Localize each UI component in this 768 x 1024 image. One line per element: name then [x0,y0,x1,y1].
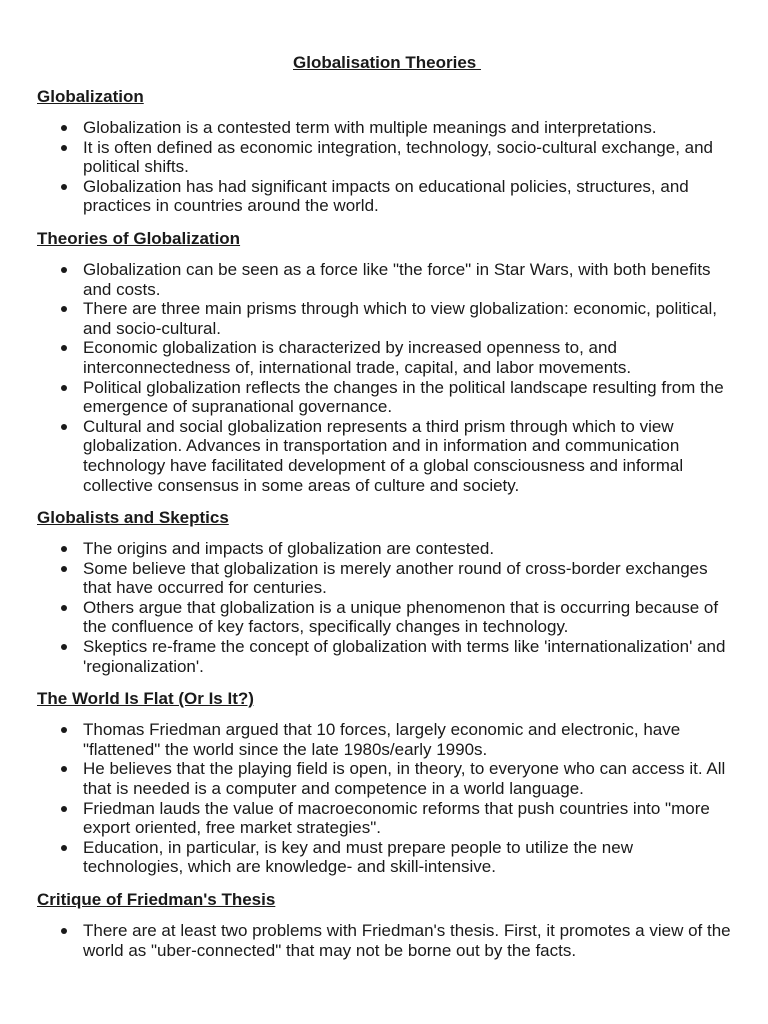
bullet-item: He believes that the playing field is open, in theory, to everyone who can access it. All that is needed is a computer and competence in a world language. [37,759,737,798]
bullet-item: There are at least two problems with Friedman's thesis. First, it promotes a view of the world as "uber-connected" that may not be borne out by the facts. [37,921,737,960]
section-heading: Theories of Globalization [37,228,241,248]
bullet-item: Cultural and social globalization represents a third prism through which to view globalization. Advances in transportation and in information and communication technology have facilitated development of a global consciousness and informal collective consensus in some areas of culture and society. [37,417,737,495]
bullet-item: Economic globalization is characterized by increased openness to, and interconnectedness of, international trade, capital, and labor movements. [37,338,737,377]
bullet-item: Globalization can be seen as a force like "the force" in Star Wars, with both benefits and costs. [37,260,737,299]
bullet-item: Globalization is a contested term with multiple meanings and interpretations. [37,118,737,138]
bullet-list [37,260,737,495]
section-heading: Critique of Friedman's Thesis [37,890,276,909]
document-title: Globalisation Theories [293,53,481,72]
section-theories-of-globalization [37,228,737,495]
bullet-list [37,720,737,877]
bullet-item: Some believe that globalization is merely another round of cross-border exchanges that have occurred for centuries. [37,559,737,598]
section-globalization [37,86,737,216]
bullet-item: There are three main prisms through which to view globalization: economic, political, and socio-cultural. [37,299,737,338]
section-world-is-flat [37,688,737,877]
bullet-item: Political globalization reflects the changes in the political landscape resulting from the emergence of supranational governance. [37,378,737,417]
bullet-item: The origins and impacts of globalization are contested. [37,539,737,559]
bullet-item: Thomas Friedman argued that 10 forces, largely economic and electronic, have "flattened" the world since the late 1980s/early 1990s. [37,720,737,759]
bullet-item: Education, in particular, is key and must prepare people to utilize the new technologies, which are knowledge- and skill-intensive. [37,838,737,877]
bullet-item: Friedman lauds the value of macroeconomic reforms that push countries into "more export oriented, free market strategies". [37,799,737,838]
bullet-list [37,118,737,216]
section-globalists-and-skeptics [37,507,737,676]
bullet-item: Others argue that globalization is a unique phenomenon that is occurring because of the confluence of key factors, specifically changes in technology. [37,598,737,637]
document-page [37,52,737,972]
section-critique-of-friedman [37,889,737,960]
bullet-list [37,539,737,676]
section-heading: Globalists and Skeptics [37,508,229,528]
bullet-item: It is often defined as economic integration, technology, socio-cultural exchange, and political shifts. [37,138,737,177]
bullet-item: Globalization has had significant impacts on educational policies, structures, and practices in countries around the world. [37,177,737,216]
section-heading: The World Is Flat (Or Is It?) [37,689,254,709]
section-heading: Globalization [37,87,144,106]
bullet-list [37,921,737,960]
bullet-item: Skeptics re-frame the concept of globalization with terms like 'internationalization' and 'regionalization'. [37,637,737,676]
